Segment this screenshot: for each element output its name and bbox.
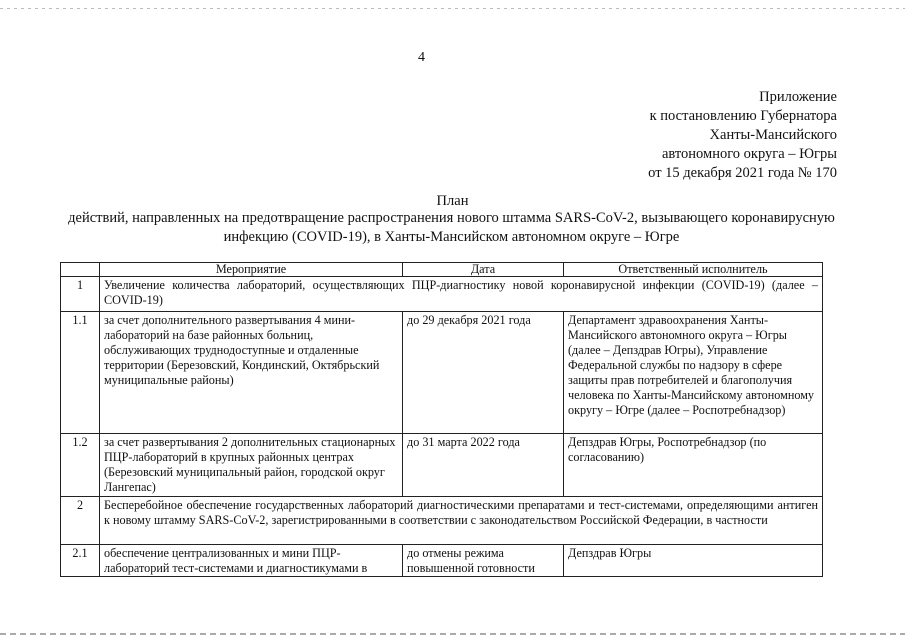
appendix-line: от 15 декабря 2021 года № 170 — [648, 165, 837, 181]
row-action: обеспечение централизованных и мини ПЦР-лабораторий тест-системами и диагностикумами в — [100, 545, 403, 577]
row-action: за счет развертывания 2 дополнительных стационарных ПЦР-лабораторий в крупных районных центрах (Березовский муниципальный район, городской округ Лангепас) — [100, 434, 403, 497]
plan-table — [60, 262, 823, 577]
appendix-block — [648, 88, 837, 183]
row-responsible: Депздрав Югры — [564, 545, 823, 577]
table-row — [61, 434, 823, 497]
appendix-line: автономного округа – Югры — [661, 146, 837, 162]
appendix-line: Приложение — [759, 89, 837, 105]
page-number: 4 — [418, 50, 425, 65]
row-date: до 31 марта 2022 года — [403, 434, 564, 497]
table-header-row — [61, 263, 823, 277]
table-row — [61, 497, 823, 545]
header-responsible: Ответственный исполнитель — [564, 263, 823, 277]
row-number: 2.1 — [61, 545, 100, 577]
plan-subtitle: действий, направленных на предотвращение распространения нового штамма SARS-CoV-2, вызывающего коронавирусную инфекцию (COVID-19), в Ханты-Мансийском автономном округе – Югре — [68, 210, 835, 245]
row-responsible: Депздрав Югры, Роспотребнадзор (по согласованию) — [564, 434, 823, 497]
row-number: 1.2 — [61, 434, 100, 497]
scan-artifact-top — [0, 8, 905, 9]
header-action: Мероприятие — [100, 263, 403, 277]
row-number: 1.1 — [61, 312, 100, 434]
appendix-line: к постановлению Губернатора — [649, 108, 837, 124]
row-number: 1 — [61, 277, 100, 312]
row-date: до 29 декабря 2021 года — [403, 312, 564, 434]
row-number: 2 — [61, 497, 100, 545]
row-responsible: Департамент здравоохранения Ханты-Мансийского автономного округа – Югры (далее – Депздрав Югры), Управление Федеральной службы по надзору в сфере защиты прав потребителей и благополучия человека по Ханты-Мансийскому автономному округу – Югре (далее – Роспотребнадзор) — [564, 312, 823, 434]
scan-artifact-bottom — [0, 633, 905, 635]
row-action: за счет дополнительного развертывания 4 мини-лабораторий на базе районных больниц, обслуживающих труднодоступные и отдаленные территории (Березовский, Кондинский, Октябрьский муниципальные районы) — [100, 312, 403, 434]
table-row — [61, 545, 823, 577]
table-row — [61, 277, 823, 312]
header-date: Дата — [403, 263, 564, 277]
table-row — [61, 312, 823, 434]
appendix-line: Ханты-Мансийского — [709, 127, 837, 143]
plan-title: План — [436, 193, 469, 209]
row-date: до отмены режима повышенной готовности — [403, 545, 564, 577]
row-section-text: Бесперебойное обеспечение государственных лабораторий диагностическими препаратами и тест-системами, определяющими антиген к новому штамму SARS-CoV-2, зарегистрированными в соответствии с законодательством Российской Федерации, в частности — [100, 497, 823, 545]
header-number — [61, 263, 100, 277]
row-section-text: Увеличение количества лабораторий, осуществляющих ПЦР-диагностику новой коронавирусной инфекции (COVID-19) (далее – COVID-19) — [100, 277, 823, 312]
